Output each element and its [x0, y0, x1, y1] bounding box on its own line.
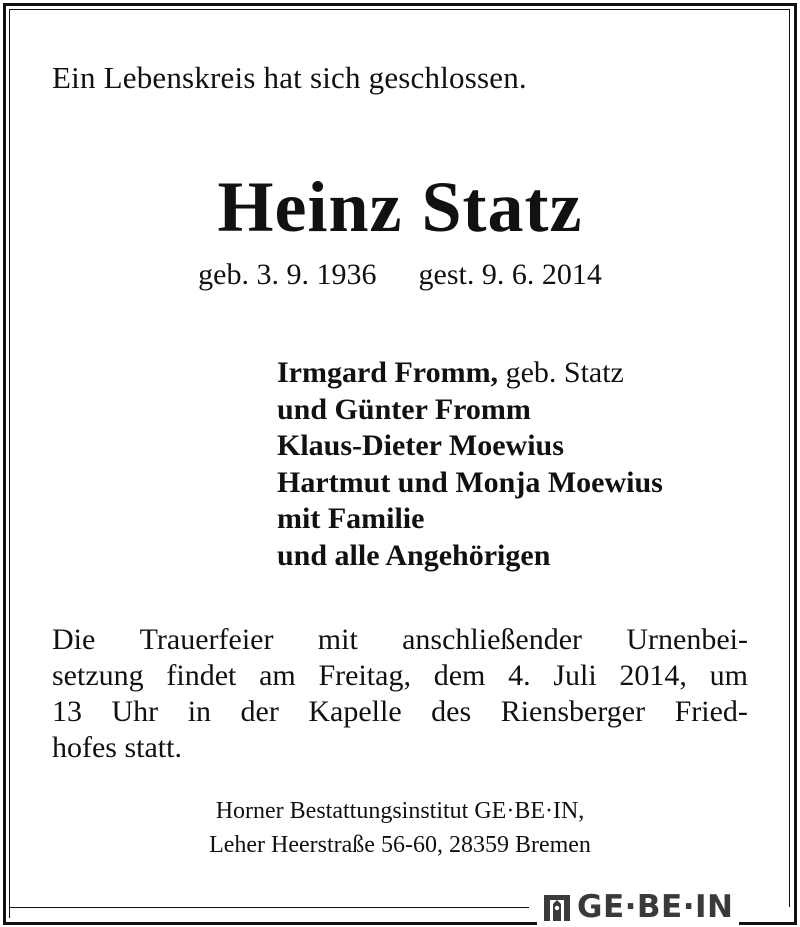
mourners-list: [277, 355, 663, 574]
mourner-name: Irmgard Fromm,: [277, 356, 499, 389]
ceremony-word: Die: [52, 623, 96, 656]
ceremony-word: in: [187, 695, 212, 728]
mourner-line: [277, 355, 663, 392]
ceremony-word: findet: [166, 659, 237, 692]
ceremony-word: Urnenbei-: [626, 623, 748, 656]
ceremony-line-3: [52, 694, 748, 730]
ceremony-word: 13: [52, 695, 82, 728]
gebein-logo-icon: [543, 892, 571, 922]
ceremony-word: setzung: [52, 659, 144, 692]
logo-text: GE·BE·IN: [577, 889, 734, 925]
ceremony-word: mit: [317, 623, 358, 656]
ceremony-word: um: [709, 659, 748, 692]
ceremony-word: am: [259, 659, 296, 692]
deceased-name: Heinz Statz: [217, 167, 583, 247]
inner-border-bottom: [9, 907, 529, 908]
ceremony-word: Uhr: [111, 695, 159, 728]
ceremony-word: Freitag,: [318, 659, 411, 692]
ceremony-word: Riensberger: [500, 695, 646, 728]
mourner-line: mit Familie: [277, 502, 425, 535]
intro-text: Ein Lebenskreis hat sich geschlossen.: [52, 60, 527, 95]
ceremony-word: 2014,: [619, 659, 687, 692]
ceremony-word: dem: [433, 659, 486, 692]
ceremony-line-4: hofes statt.: [52, 731, 182, 764]
gebein-logo: [537, 889, 739, 925]
mourner-line: Hartmut und Monja Moewius: [277, 465, 663, 499]
birth-date: geb. 3. 9. 1936: [198, 258, 377, 291]
mourner-line: Klaus-Dieter Moewius: [277, 429, 564, 462]
ceremony-word: des: [431, 695, 472, 728]
inner-border-right: [789, 9, 790, 907]
ceremony-line-2: [52, 658, 748, 694]
funeral-home-info: [0, 794, 800, 862]
ceremony-word: Kapelle: [308, 695, 402, 728]
ceremony-line-1: [52, 622, 748, 658]
ceremony-text: [52, 622, 748, 766]
ceremony-word: Trauerfeier: [139, 623, 274, 656]
ceremony-word: der: [240, 695, 279, 728]
mourner-line: und alle Angehörigen: [277, 538, 551, 572]
funeral-home-address: Leher Heerstraße 56-60, 28359 Bremen: [209, 832, 591, 858]
life-dates: [0, 258, 800, 292]
ceremony-word: anschließender: [402, 623, 583, 656]
death-date: gest. 9. 6. 2014: [418, 258, 602, 291]
ceremony-word: 4.: [508, 659, 531, 692]
ceremony-word: Juli: [553, 659, 597, 692]
ceremony-word: Fried-: [674, 695, 748, 728]
mourner-line: und Günter Fromm: [277, 392, 531, 426]
mourner-note: geb. Statz: [498, 356, 624, 389]
funeral-home-name: Horner Bestattungsinstitut GE·BE·IN,: [215, 798, 585, 824]
